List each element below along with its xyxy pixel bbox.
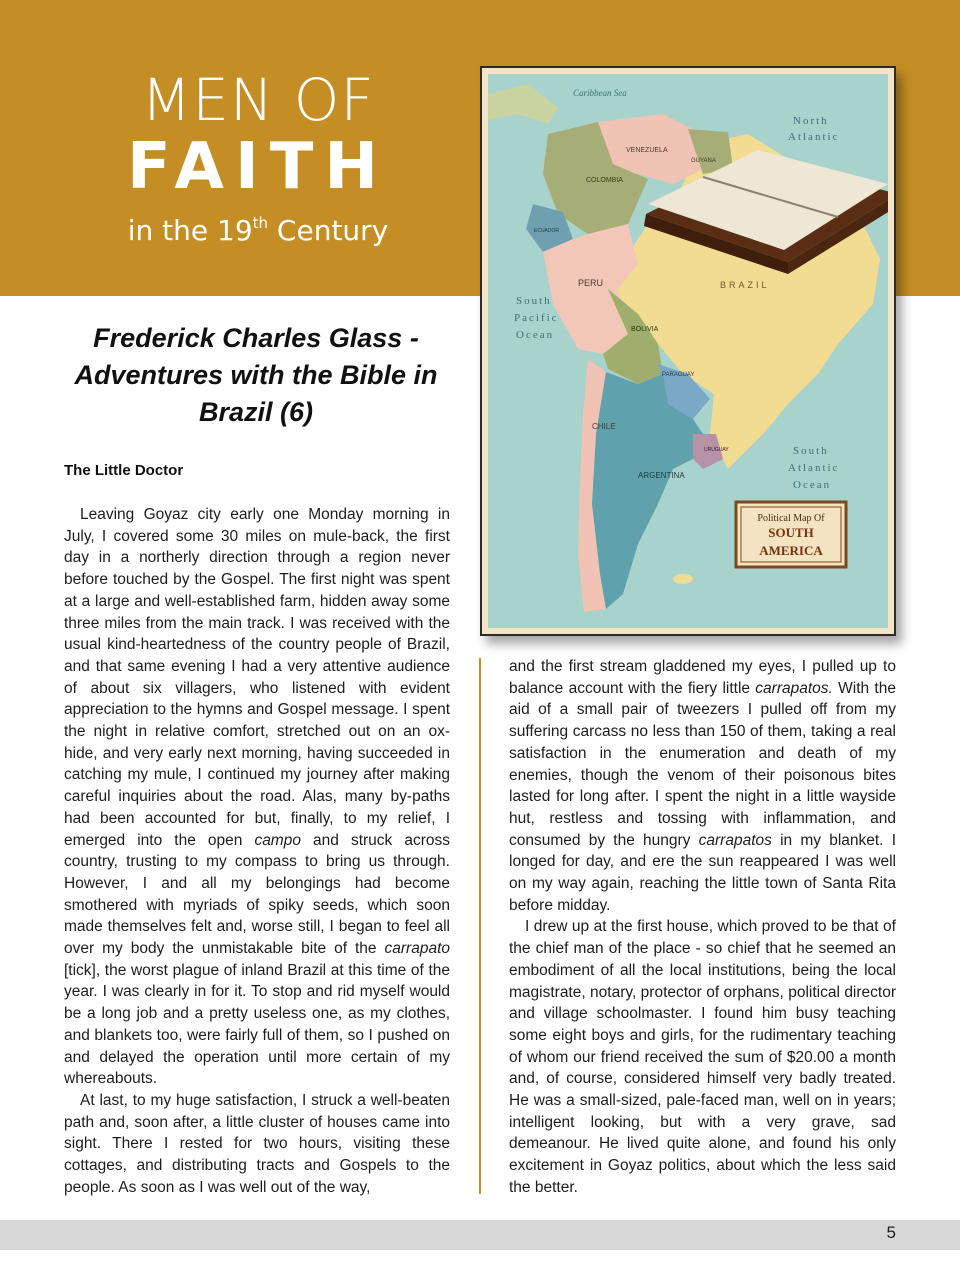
text-run: and struck across country, trusting to my compass to bring us through. However, I and all my belongings had become smothered with myriads of spiky seeds, which soon made themselves felt and, worse still, I began to feel all over my body the unmistakable bite of the — [64, 831, 450, 958]
title-men-of: MEN OF — [141, 66, 375, 134]
text-column-right — [509, 656, 896, 1199]
map-illustration — [488, 74, 888, 628]
article-subheading: The Little Doctor — [64, 462, 184, 479]
label-brazil: BRAZIL — [720, 280, 770, 290]
title-century-sup: th — [252, 214, 269, 232]
title-century-prefix: in the 19 — [127, 214, 253, 247]
paragraph — [64, 504, 450, 1090]
text-run: Leaving Goyaz city early one Monday morning in July, I covered some 30 miles on mule-back, the first day in a northerly direction through a region never before touched by the Gospel. The first night was spent at a large and well-established farm, hidden away some three miles from the main track. I was received with the usual kind-heartedness of the country people of Brazil, and that same evening I had a very attentive audience of about six villagers, who listened with evident appreciation to the hymns and Gospel message. I spent the night in relative comfort, stretched out on an ox-hide, and very early next morning, having succeeded in catching my mule, I continued my journey after making careful inquiries about the road. Alas, many by-paths had been accounted for but, finally, to my relief, I emerged into the open — [64, 506, 450, 849]
label-ecuador: ECUADOR — [534, 228, 560, 234]
falkland-islands — [673, 574, 693, 584]
paragraph: I drew up at the first house, which proved to be that of the chief man of the place - so chief that he seemed an embodiment of all the local institutions, being the local magistrate, notary, protector of orphans, political director and village schoolmaster. I found him busy teaching some eight boys and girls, for the rudimentary teaching of whom our friend received the sum of $20.00 a month and, of course, considered himself very badly treated. He was a small-sized, pale-faced man, well on in years; intelligent looking, but with a very grave, sad demeanour. He lived quite alone, and found his only excitement in Goyaz politics, about which the less said the better. — [509, 918, 896, 1196]
title-faith: FAITH — [127, 130, 389, 204]
article-title: Frederick Charles Glass - Adventures with the Bible in Brazil (6) — [74, 323, 438, 427]
text-run: [tick], the worst plague of inland Brazil at this time of the year. I was clearly in for it. To stop and rid myself would be a long job and a pretty useless one, as my clothes, and blankets too, were fairly full of them, so I pushed on and delayed the operation until more certain of my whereabouts. — [64, 961, 450, 1088]
text-run: With the aid of a small pair of tweezers I pulled off from my suffering carcass no less than 150 of them, taking a real satisfaction in the enumeration and death of my enemies, though the venom of their poisonous bites lasted for long after. I spent the night in a little wayside hut, restless and tossing with inflammation, and consumed by the hungry — [509, 679, 896, 849]
footer-bar — [0, 1220, 960, 1250]
cartouche-line1: Political Map Of — [757, 513, 825, 524]
title-century — [0, 214, 516, 247]
text-column-left — [64, 504, 450, 1199]
label-paraguay: PARAGUAY — [662, 372, 695, 378]
label-venezuela: VENEZUELA — [626, 147, 668, 154]
label-south-atlantic-3: Ocean — [793, 479, 832, 491]
label-bolivia: BOLIVIA — [631, 326, 659, 333]
text-run: in my blanket. I longed for day, and ere the sun reappeared I was well on my way again, reaching the little town of Santa Rita before midday. — [509, 831, 896, 914]
label-north-atlantic-1: North — [793, 115, 829, 127]
label-south-pacific-3: Ocean — [516, 329, 555, 341]
label-south-atlantic-1: South — [793, 445, 829, 457]
label-uruguay: URUGUAY — [704, 447, 729, 453]
text-run: and the first stream gladdened my eyes, I pulled up to balance account with the fiery little — [509, 658, 896, 697]
cartouche-line3: AMERICA — [759, 543, 823, 558]
column-divider — [479, 658, 481, 1194]
italic-term: carrapatos. — [755, 679, 833, 697]
italic-term: carrapato — [384, 940, 450, 958]
label-peru: PERU — [578, 278, 604, 288]
label-argentina: ARGENTINA — [638, 471, 685, 480]
label-chile: CHILE — [592, 422, 616, 431]
paragraph: At last, to my huge satisfaction, I struck a well-beaten path and, soon after, a little cluster of houses came into sight. There I rested for two hours, visiting these cottages, and distributing tracts and Gospels to the people. As soon as I was well out of the way, — [64, 1091, 450, 1196]
label-north-atlantic-2: Atlantic — [788, 131, 840, 143]
label-caribbean: Caribbean Sea — [573, 88, 627, 98]
cartouche-line2: SOUTH — [768, 525, 814, 540]
label-south-atlantic-2: Atlantic — [788, 462, 840, 474]
label-south-pacific-1: South — [516, 295, 552, 307]
label-guyana: GUYANA — [691, 158, 716, 164]
italic-term: campo — [254, 831, 301, 849]
italic-term: carrapatos — [698, 831, 772, 849]
map-cartouche — [736, 502, 846, 567]
label-south-pacific-2: Pacific — [514, 312, 559, 324]
title-century-suffix: Century — [268, 214, 389, 247]
paragraph — [509, 656, 896, 916]
page-number: 5 — [886, 1223, 896, 1242]
label-colombia: COLOMBIA — [586, 177, 623, 184]
south-america-map — [480, 66, 896, 636]
